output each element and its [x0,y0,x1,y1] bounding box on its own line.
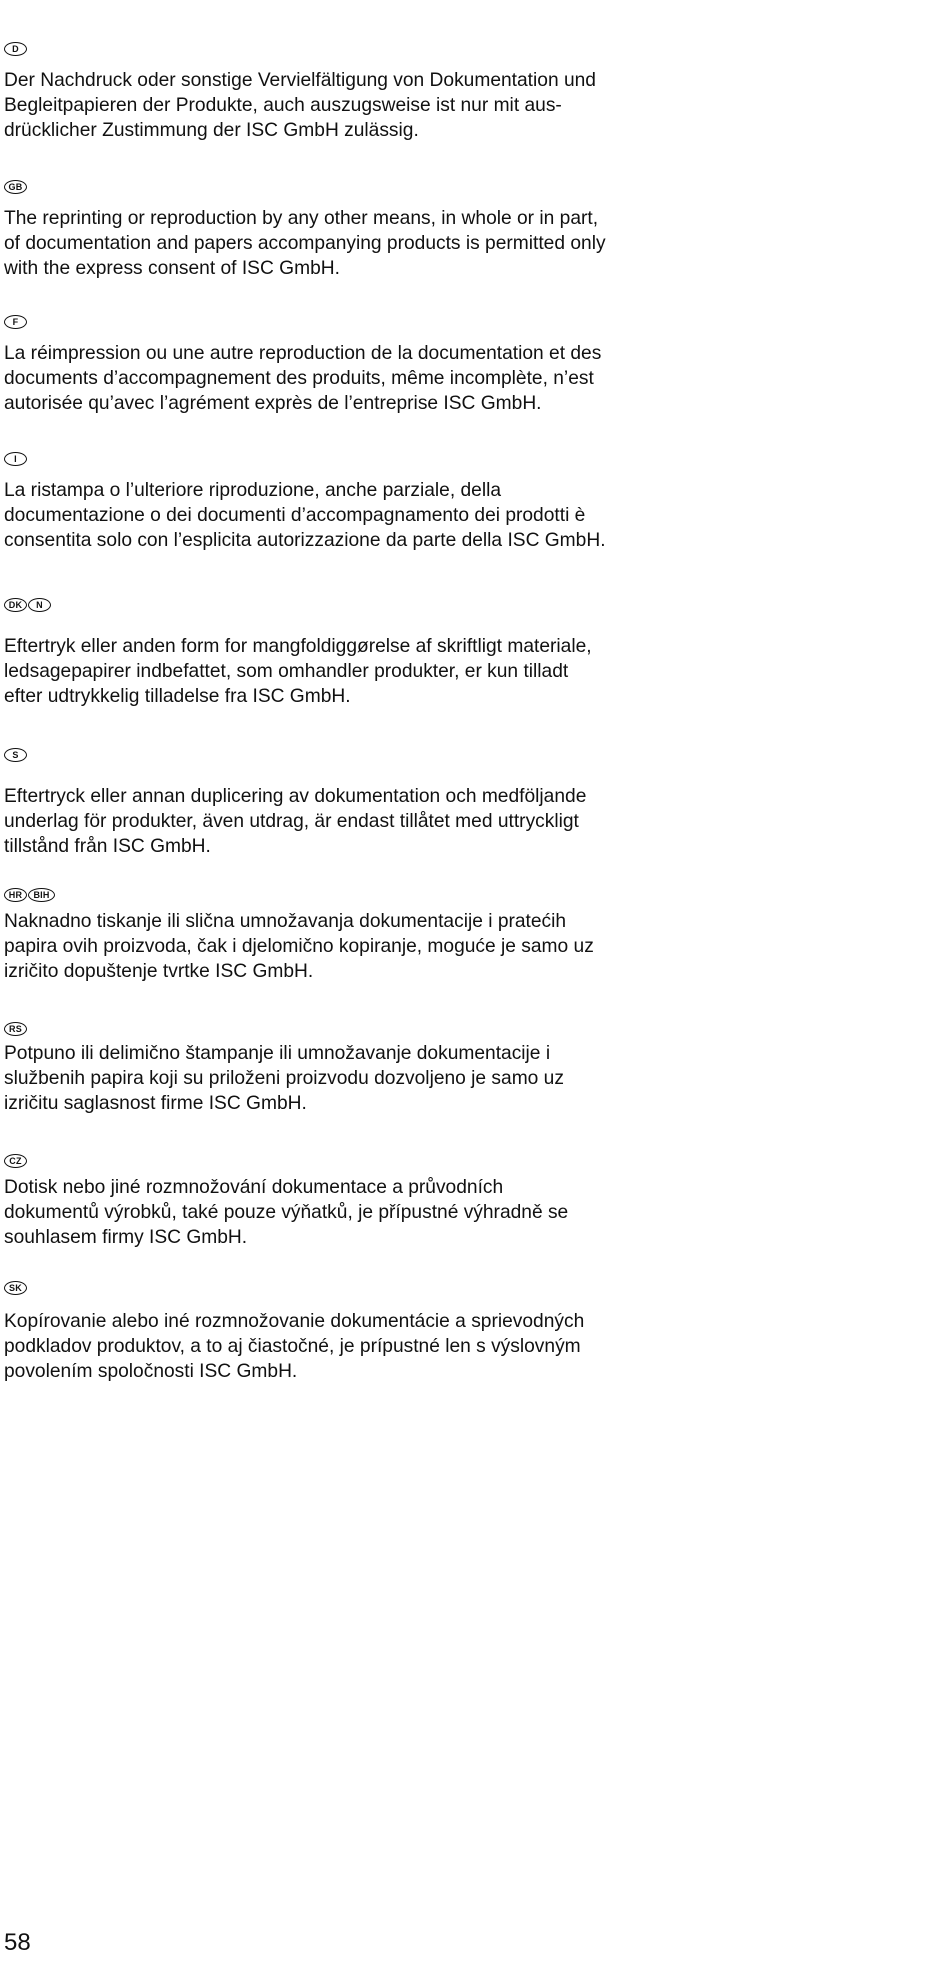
copyright-notice-gb [4,206,694,282]
text-line: documentazione o dei documenti d’accompagnamento dei prodotti è [4,505,586,527]
text-line: tillstånd från ISC GmbH. [4,836,211,858]
country-badges [4,1150,694,1172]
section-cz [4,1150,694,1251]
country-badge-rs: RS [4,1022,27,1036]
country-badges [4,448,694,470]
country-badge-d: D [4,42,27,56]
country-badge-cz: CZ [4,1154,27,1168]
section-gb [4,176,694,282]
text-line: La réimpression ou une autre reproduction de la documentation et des [4,343,602,364]
copyright-notice-sk [4,1309,694,1385]
text-line: povolením spoločnosti ISC GmbH. [4,1361,298,1383]
text-line: Dotisk nebo jiné rozmnožování dokumentace a průvodních [4,1177,504,1198]
section-se [4,744,694,860]
text-line: Naknadno tiskanje ili slična umnožavanja dokumentacije i pratećih [4,911,567,932]
copyright-notice-de [4,68,694,144]
country-badges [4,38,694,60]
country-badge-hr: HR [4,888,27,902]
copyright-notice-cz [4,1175,694,1251]
copyright-notice-hr-bih [4,909,694,985]
text-line: ledsagepapirer indbefattet, som omhandler produkter, er kun tilladt [4,661,569,683]
text-line: underlag för produkter, även utdrag, är endast tillåtet med uttryckligt [4,811,579,833]
text-line: Begleitpapieren der Produkte, auch auszugsweise ist nur mit aus- [4,95,562,117]
text-line: Eftertryck eller annan duplicering av dokumentation och medföljande [4,786,587,807]
text-line: Kopírovanie alebo iné rozmnožovanie dokumentácie a sprievodných [4,1311,585,1332]
text-line: izričitu saglasnost firme ISC GmbH. [4,1093,307,1115]
text-line: podkladov produktov, a to aj čiastočné, je prípustné len s výslovným [4,1336,581,1358]
country-badge-sk: SK [4,1281,27,1295]
text-line: drücklicher Zustimmung der ISC GmbH zulässig. [4,120,419,142]
country-badge-n: N [28,598,51,612]
text-line: souhlasem firmy ISC GmbH. [4,1227,248,1249]
text-line: of documentation and papers accompanying products is permitted only [4,233,606,255]
section-sk [4,1277,694,1385]
copyright-notice-fr [4,341,694,417]
text-line: papira ovih proizvoda, čak i djelomično kopiranje, moguće je samo uz [4,936,594,958]
text-line: Eftertryk eller anden form for mangfoldiggørelse af skriftligt materiale, [4,636,592,657]
text-line: Der Nachdruck oder sonstige Vervielfältigung von Dokumentation und [4,70,596,91]
country-badge-i: I [4,452,27,466]
text-line: The reprinting or reproduction by any other means, in whole or in part, [4,208,599,229]
text-line: dokumentů výrobků, také pouze výňatků, je přípustné výhradně se [4,1202,569,1224]
text-line: izričito dopuštenje tvrtke ISC GmbH. [4,961,314,983]
country-badges [4,311,694,333]
copyright-notice-rs [4,1041,694,1117]
country-badge-bih: BIH [28,888,55,902]
country-badges [4,594,694,616]
country-badge-f: F [4,315,27,329]
page-number: 58 [4,1929,31,1956]
section-it [4,448,694,554]
text-line: efter udtrykkelig tilladelse fra ISC GmbH. [4,686,351,708]
text-line: with the express consent of ISC GmbH. [4,258,340,280]
country-badge-s: S [4,748,27,762]
text-line: consentita solo con l’esplicita autorizzazione da parte della ISC GmbH. [4,530,606,552]
country-badges [4,176,694,198]
section-dk-no [4,594,694,710]
text-line: autorisée qu’avec l’agrément exprès de l’entreprise ISC GmbH. [4,393,542,415]
country-badges [4,744,694,766]
country-badges [4,1277,694,1299]
country-badge-gb: GB [4,180,27,194]
copyright-notice-dk-no [4,634,694,710]
text-line: Potpuno ili delimično štampanje ili umnožavanje dokumentacije i [4,1043,551,1064]
section-fr [4,311,694,417]
section-de [4,38,694,144]
text-line: documents d’accompagnement des produits, même incomplète, n’est [4,368,594,390]
country-badge-dk: DK [4,598,27,612]
country-badges [4,1018,694,1040]
copyright-notice-se [4,784,694,860]
section-rs [4,1018,694,1117]
text-line: La ristampa o l’ulteriore riproduzione, anche parziale, della [4,480,502,501]
country-badges [4,884,694,906]
section-hr-bih [4,884,694,985]
copyright-notice-it [4,478,694,554]
text-line: službenih papira koji su priloženi proizvodu dozvoljeno je samo uz [4,1068,564,1090]
